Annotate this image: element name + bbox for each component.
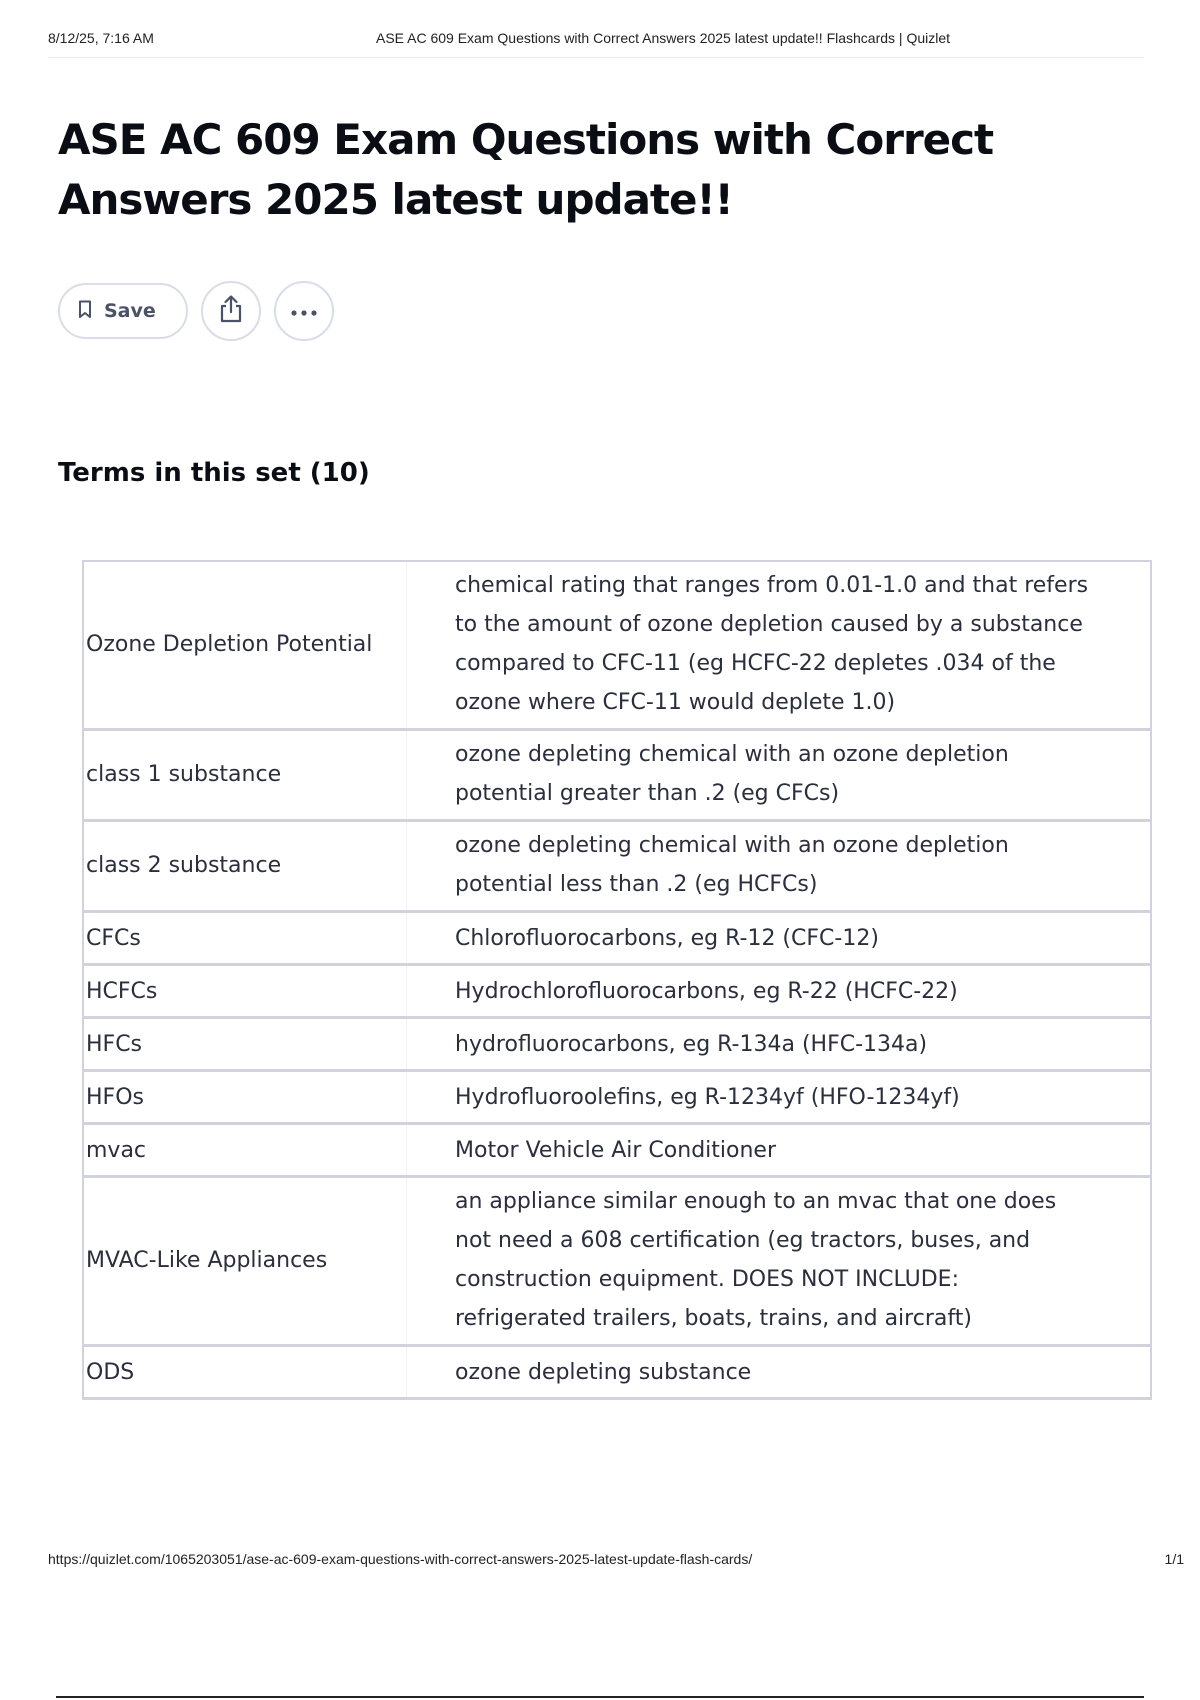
print-url: https://quizlet.com/1065203051/ase-ac-609-exam-questions-with-correct-answers-2025-latest-update-flash-cards/: [48, 1551, 753, 1567]
term-row: [83, 821, 1151, 912]
definition-text: Hydrochlorofluorocarbons, eg R-22 (HCFC-22): [407, 965, 1152, 1018]
header-divider: [48, 57, 1144, 58]
bookmark-icon: [78, 300, 92, 323]
save-button[interactable]: [58, 283, 188, 339]
share-button[interactable]: [201, 281, 261, 341]
term-row: [83, 1346, 1151, 1399]
term-row: [83, 1071, 1151, 1124]
definition-text: Motor Vehicle Air Conditioner: [407, 1124, 1152, 1177]
term-text: HCFCs: [83, 965, 407, 1018]
term-row: [83, 1177, 1151, 1346]
term-text: MVAC-Like Appliances: [83, 1177, 407, 1346]
more-options-button[interactable]: [274, 281, 334, 341]
definition-text: chemical rating that ranges from 0.01-1.0 and that refers to the amount of ozone depletion caused by a substance compared to CFC-11 (eg HCFC-22 depletes .034 of the ozone where CFC-11 would deplete 1.0): [407, 561, 1152, 730]
more-icon: [290, 302, 318, 321]
term-row: [83, 1124, 1151, 1177]
print-header: [48, 30, 1144, 50]
term-text: ODS: [83, 1346, 407, 1399]
print-page-number: 1/1: [1164, 1551, 1184, 1567]
term-row: [83, 1018, 1151, 1071]
bottom-divider: [56, 1696, 1144, 1698]
share-icon: [218, 294, 244, 328]
term-text: Ozone Depletion Potential: [83, 561, 407, 730]
definition-text: hydrofluorocarbons, eg R-134a (HFC-134a): [407, 1018, 1152, 1071]
definition-text: Hydrofluoroolefins, eg R-1234yf (HFO-1234yf): [407, 1071, 1152, 1124]
definition-text: ozone depleting substance: [407, 1346, 1152, 1399]
term-row: [83, 912, 1151, 965]
term-text: CFCs: [83, 912, 407, 965]
print-document-title: ASE AC 609 Exam Questions with Correct Answers 2025 latest update!! Flashcards | Quizlet: [376, 30, 951, 46]
page-title: ASE AC 609 Exam Questions with Correct Answers 2025 latest update!!: [58, 115, 994, 224]
term-text: mvac: [83, 1124, 407, 1177]
terms-table: [82, 560, 1152, 1400]
save-button-label: Save: [104, 300, 156, 322]
term-text: HFOs: [83, 1071, 407, 1124]
terms-section-heading: Terms in this set (10): [58, 458, 370, 488]
definition-text: Chlorofluorocarbons, eg R-12 (CFC-12): [407, 912, 1152, 965]
term-row: [83, 730, 1151, 821]
term-text: HFCs: [83, 1018, 407, 1071]
print-timestamp: 8/12/25, 7:16 AM: [48, 30, 154, 46]
definition-text: ozone depleting chemical with an ozone depletion potential less than .2 (eg HCFCs): [407, 821, 1152, 912]
definition-text: an appliance similar enough to an mvac that one does not need a 608 certification (eg tractors, buses, and construction equipment. DOES NOT INCLUDE: refrigerated trailers, boats, trains, and aircraft): [407, 1177, 1152, 1346]
term-row: [83, 965, 1151, 1018]
term-text: class 2 substance: [83, 821, 407, 912]
term-row: [83, 561, 1151, 730]
term-text: class 1 substance: [83, 730, 407, 821]
definition-text: ozone depleting chemical with an ozone depletion potential greater than .2 (eg CFCs): [407, 730, 1152, 821]
